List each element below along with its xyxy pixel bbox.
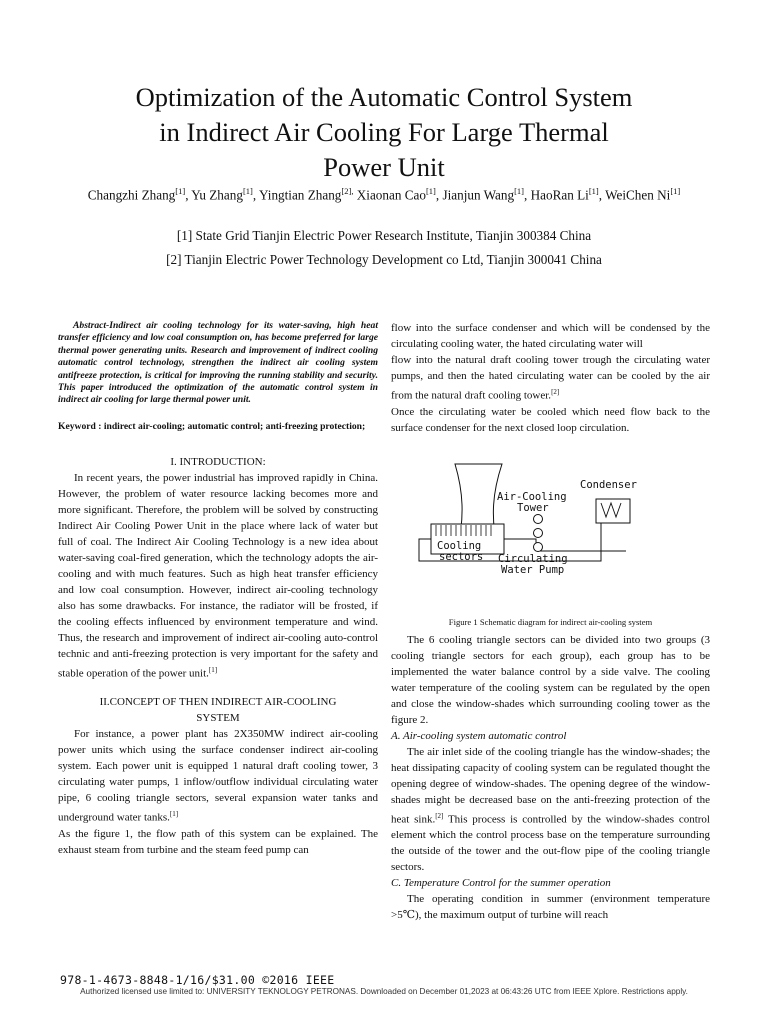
author-ref: [1] bbox=[588, 186, 599, 196]
label-tower: Tower bbox=[517, 501, 549, 514]
circulating-water-pumps bbox=[534, 514, 543, 551]
heading-line: SYSTEM bbox=[196, 712, 240, 724]
author-ref: [1] bbox=[514, 186, 524, 196]
affiliation: [1] State Grid Tianjin Electric Power Research Institute, Tianjin 300384 China bbox=[176, 228, 592, 243]
intro-paragraph bbox=[58, 470, 378, 682]
footer-license: Authorized licensed use limited to: UNIVERSITY TEKNOLOGY PETRONAS. Downloaded on December 01,2023 at 06:43:26 UTC from IEEE Xplore. Restrictions apply. bbox=[80, 987, 688, 996]
flow-path-paragraph: As the figure 1, the flow path of this system can be explained. The exhaust steam from turbine and the steam feed pump can bbox=[58, 827, 378, 856]
label-cooling: Cooling bbox=[437, 539, 482, 552]
label-air-cooling: Air-Cooling bbox=[497, 490, 567, 503]
paragraph-text: The air inlet side of the cooling triangle has the window-shades; the heat dissipating capacity of cooling system can be regulated thought the opening degree of window-shades. The opening degree of the window-shades might be decreased base on the anti-freezing protection of the heat sink. bbox=[391, 745, 710, 826]
label-water-pump: Water Pump bbox=[501, 563, 565, 576]
subsection-c-paragraph: The operating condition in summer (environment temperature >5℃), the maximum output of turbine will reach bbox=[391, 893, 710, 922]
author-name: Jianjun Wang bbox=[442, 187, 515, 203]
paragraph-text: For instance, a power plant has 2X350MW indirect air-cooling power units which using the surface condenser indirect air-cooling system. Each power unit is equipped 1 natural draft cooling tower, 3 circulating water pumps, 1 inflow/outflow individual circulating water pipe, 6 cooling triangle sectors, several expansion water tanks and underground water tanks. bbox=[58, 728, 378, 824]
author-name: Xiaonan Cao bbox=[356, 187, 426, 203]
paragraph-text: flow into the natural draft cooling tower trough the circulating water pumps, and then the hated circulating water can be cooled by the air from the natural draft cooling tower. bbox=[391, 354, 710, 402]
paper-title bbox=[40, 80, 728, 185]
author-separator: , bbox=[524, 187, 531, 203]
right-column bbox=[391, 320, 710, 923]
citation: [1] bbox=[208, 666, 218, 675]
author-ref: [1] bbox=[175, 186, 186, 196]
author-name: HaoRan Li bbox=[530, 187, 589, 203]
subsection-heading-c: C. Temperature Control for the summer operation bbox=[391, 877, 611, 890]
sectors-paragraph: The 6 cooling triangle sectors can be divided into two groups (3 cooling triangle sectors for each group), each group has to be implemented the water balance control by a side valve. The cooling water temperature of the cooling system can be regulated by the open and close the window-shades which surrounding cooling tower as the figure 2. bbox=[391, 633, 710, 726]
author-name: Yingtian Zhang bbox=[258, 187, 342, 203]
author-ref: [1] bbox=[425, 186, 436, 196]
figure-caption: Figure 1 Schematic diagram for indirect air-cooling system bbox=[448, 616, 653, 627]
subsection-a-paragraph bbox=[391, 744, 710, 876]
label-condenser: Condenser bbox=[580, 478, 637, 491]
flow-paragraph: Once the circulating water be cooled which need flow back to the surface condenser for the next closed loop circulation. bbox=[391, 405, 710, 434]
citation: [2] bbox=[551, 388, 560, 396]
author-ref: [2], bbox=[341, 186, 354, 196]
footer-isbn: 978-1-4673-8848-1/16/$31.00 ©2016 IEEE bbox=[60, 973, 335, 987]
section-heading-concept bbox=[58, 694, 378, 726]
supply-pipe bbox=[504, 539, 626, 551]
keywords: Keyword : indirect air-cooling; automatic control; anti-freezing protection; bbox=[58, 420, 366, 432]
figure-1-schematic bbox=[391, 456, 710, 606]
citation: [1] bbox=[169, 810, 179, 818]
title-line: Power Unit bbox=[323, 152, 445, 182]
paragraph-text: This process is controlled by the window-shades control element which the control process base on the temperature surrounding the outside of the tower and the out-flow pipe of the cooling triangle sectors. bbox=[391, 813, 710, 874]
author-separator: , bbox=[435, 187, 443, 203]
author-name: WeiChen Ni bbox=[605, 187, 671, 203]
citation: [2] bbox=[435, 811, 444, 820]
author-list bbox=[30, 186, 738, 203]
section-heading-introduction: I. INTRODUCTION: bbox=[170, 456, 266, 469]
author-name: Yu Zhang bbox=[191, 187, 243, 203]
title-line: in Indirect Air Cooling For Large Thermal bbox=[159, 117, 609, 147]
author-ref: [1] bbox=[242, 186, 253, 196]
condenser-box bbox=[596, 499, 630, 523]
label-sectors: sectors bbox=[439, 550, 484, 563]
left-column bbox=[58, 320, 378, 858]
flow-paragraph: flow into the surface condenser and which will be condensed by the circulating cooling water, the hated circulating water will bbox=[391, 322, 710, 350]
author-name: Changzhi Zhang bbox=[87, 187, 176, 203]
concept-paragraph bbox=[58, 726, 378, 826]
label-circulating: Circulating bbox=[498, 552, 568, 565]
author-separator: , bbox=[252, 187, 259, 203]
schematic-diagram bbox=[391, 456, 710, 606]
flow-paragraph bbox=[391, 352, 710, 404]
author-separator: , bbox=[185, 187, 192, 203]
author-separator: , bbox=[598, 187, 606, 203]
subsection-heading-a: A. Air-cooling system automatic control bbox=[391, 729, 567, 742]
author-ref: [1] bbox=[670, 186, 681, 196]
title-line: Optimization of the Automatic Control System bbox=[135, 82, 633, 112]
affiliation: [2] Tianjin Electric Power Technology Development co Ltd, Tianjin 300041 China bbox=[166, 252, 602, 267]
paragraph-text: In recent years, the power industrial has improved rapidly in China. However, the problem of water resource lacking becomes more and more significant. Therefore, the problem will be solved by constructing Indirect Air Cooling Power Unit in the place where lack of water but full of coal. The Indirect Air Cooling Technology is a new idea about water-saving coal-fired generation, which the technology adopts the air-cooling and with much features. Such as high heat transfer efficiency and low coal consumption. However, indirect air-cooling technology also has some drawbacks. For instance, the radiator will be frosted, if the cooling effects influenced by environment temperature and wind. Thus, the research and improvement of indirect air-cooling auto-control technic and anti-freezing protection is very important for the safety and stable operation of the power unit. bbox=[58, 472, 378, 680]
abstract: Abstract-Indirect air cooling technology for its water-saving, high heat transfer efficiency and low coal consumption on, has become preferred for large thermal power generating units. Research and improvement of indirect cooling automatic control technology, strengthen the indirect air cooling system antifreeze protection, is critical for improving the running stability and security. This paper introduced the optimization of the automatic control system in indirect air cooling for large thermal power unit. bbox=[58, 320, 378, 406]
heading-line: II.CONCEPT OF THEN INDIRECT AIR-COOLING bbox=[99, 696, 337, 708]
